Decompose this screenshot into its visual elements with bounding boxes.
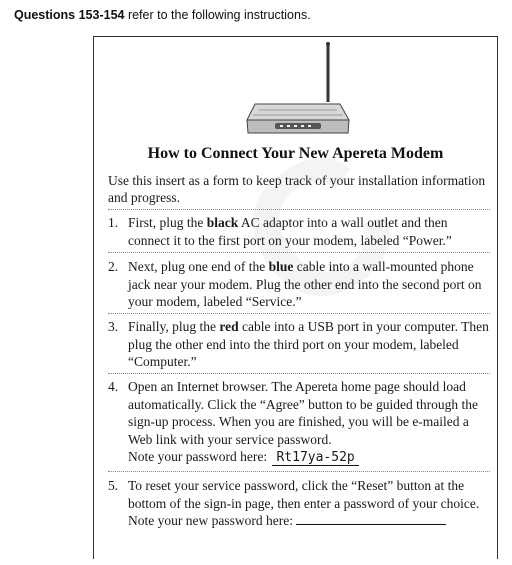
new-password-note-label: Note your new password here:: [128, 513, 293, 528]
color-red: red: [219, 319, 239, 334]
modem-icon: [245, 40, 350, 140]
password-value: Rt17ya-52p: [272, 450, 358, 466]
color-blue: blue: [268, 259, 294, 274]
page-title: How to Connect Your New Apereta Modem: [147, 145, 444, 162]
divider: [108, 252, 490, 253]
step-number: 2.: [108, 259, 119, 274]
new-password-blank[interactable]: [296, 512, 446, 525]
step-number: 5.: [108, 478, 119, 493]
questions-range: Questions 153-154: [14, 8, 125, 22]
intro-text: Use this insert as a form to keep track of your installation information and progress.: [108, 173, 486, 205]
step-number: 1.: [108, 215, 119, 230]
questions-header: [14, 8, 494, 22]
divider: [108, 471, 490, 472]
divider: [108, 313, 490, 314]
divider: [108, 209, 490, 210]
color-black: black: [206, 215, 239, 230]
questions-instruction: refer to the following instructions.: [124, 8, 311, 22]
step-number: 4.: [108, 379, 119, 394]
divider: [108, 373, 490, 374]
password-note-label: Note your password here:: [128, 449, 268, 464]
step-number: 3.: [108, 319, 119, 334]
